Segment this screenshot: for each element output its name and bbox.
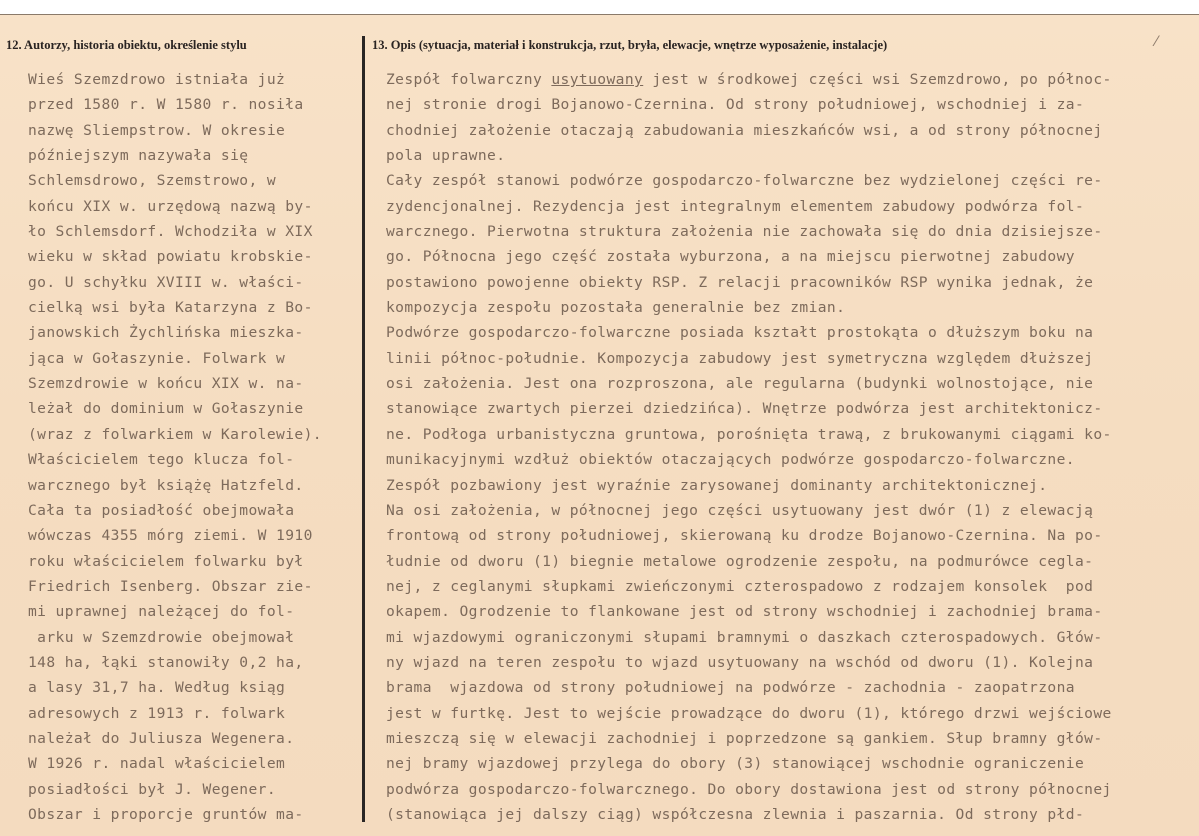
- text-line: ne. Podłoga urbanistyczna gruntowa, porośnięta trawą, z brukowanymi ciągami ko-: [386, 425, 1112, 443]
- text-line: ny wjazd na teren zespołu to wjazd usytuowany na wschód od dworu (1). Kolejna: [386, 653, 1094, 671]
- section-12-header: 12. Autorzy, historia obiektu, określenie stylu: [6, 38, 247, 52]
- text-line: późniejszym nazywała się: [28, 147, 249, 165]
- text-line: mi wjazdowymi ograniczonymi słupami bramnymi o daszkach czterospadowych. Głów-: [386, 628, 1103, 646]
- text-line: go. U schyłku XVIII w. właści-: [28, 273, 304, 291]
- description-text-column: [386, 67, 1186, 827]
- text-line: Schlemsdrowo, Szemstrowo, w: [28, 172, 277, 190]
- text-line: osi założenia. Jest ona rozproszona, ale regularna (budynki wolnostojące, nie: [386, 375, 1094, 393]
- text-line: nej, z ceglanymi słupkami zwieńczonymi czterospadowo z rodzajem konsolek pod: [386, 577, 1094, 595]
- text-line: Podwórze gospodarczo-folwarczne posiada kształt prostokąta o dłuższym boku na: [386, 324, 1094, 342]
- text-line: leżał do dominium w Gołaszynie: [28, 400, 304, 418]
- text-line: janowskich Żychlińska mieszka-: [28, 324, 304, 342]
- text-line: Wieś Szemzdrowo istniała już: [28, 71, 286, 88]
- text-line: cielką wsi była Katarzyna z Bo-: [28, 299, 313, 317]
- text-line: nej stronie drogi Bojanowo-Czernina. Od strony południowej, wschodniej i za-: [386, 96, 1085, 114]
- text-line: łudnie od dworu (1) biegnie metalowe ogrodzenie zespołu, na podmurówce cegla-: [386, 552, 1094, 570]
- text-line: Właścicielem tego klucza fol-: [28, 451, 295, 469]
- text-line: mi uprawnej należącej do fol-: [28, 603, 295, 621]
- text-line: kompozycja zespołu pozostała generalnie bez zmian.: [386, 299, 846, 317]
- text-line: roku właścicielem folwarku był: [28, 552, 304, 570]
- text-line: adresowych z 1913 r. folwark: [28, 704, 286, 722]
- section-13-header: 13. Opis (sytuacja, materiał i konstrukcja, rzut, bryła, elewacje, wnętrze wyposażenie, instalacje): [372, 38, 888, 52]
- text-line: należał do Juliusza Wegenera.: [28, 729, 295, 747]
- text-line: linii północ-południe. Kompozycja zabudowy jest symetryczna względem dłuższej: [386, 349, 1094, 367]
- text-line: frontową od strony południowej, skierowaną ku drodze Bojanowo-Czernina. Na po-: [386, 527, 1103, 545]
- text-line: nazwę Sliempstrow. W okresie: [28, 121, 286, 139]
- text-line: ło Schlemsdorf. Wchodziła w XIX: [28, 223, 313, 241]
- text-line: jąca w Gołaszynie. Folwark w: [28, 349, 286, 367]
- text-line: chodniej założenie otaczają zabudowania mieszkańców wsi, a od strony północnej: [386, 121, 1103, 139]
- text-line: wieku w skład powiatu krobskie-: [28, 248, 313, 266]
- page-top-margin: [0, 0, 1199, 14]
- text-line: (wraz z folwarkiem w Karolewie).: [28, 425, 322, 443]
- text-line: W 1926 r. nadal właścicielem: [28, 755, 286, 773]
- text-line: munikacyjnymi wzdłuż obiektów otaczających podwórze gospodarczo-folwarczne.: [386, 451, 1075, 469]
- text-line: warcznego. Pierwotna struktura założenia nie zachowała się do dnia dzisiejsze-: [386, 223, 1103, 241]
- text-line: a lasy 31,7 ha. Według ksiąg: [28, 679, 286, 697]
- text-line: wówczas 4355 mórg ziemi. W 1910: [28, 527, 313, 545]
- text-line: nej bramy wjazdowej przylega do obory (3) stanowiącej wschodnie ograniczenie: [386, 755, 1085, 773]
- text-line: Cała ta posiadłość obejmowała: [28, 501, 295, 519]
- text-line: Zespół folwarczny usytuowany jest w środkowej części wsi Szemzdrowo, po północ-: [386, 71, 1112, 88]
- column-divider: [362, 36, 365, 822]
- text-line: okapem. Ogrodzenie to flankowane jest od strony wschodniej i zachodniej brama-: [386, 603, 1103, 621]
- text-line: przed 1580 r. W 1580 r. nosiła: [28, 96, 304, 114]
- pencil-mark: ⁄: [1155, 34, 1158, 50]
- text-line: Obszar i proporcje gruntów ma-: [28, 805, 304, 823]
- text-line: brama wjazdowa od strony południowej na podwórze - zachodnia - zaopatrzona: [386, 679, 1075, 697]
- text-line: mieszczą się w elewacji zachodniej i poprzedzone są gankiem. Słup bramny głów-: [386, 729, 1103, 747]
- text-line: końcu XIX w. urzędową nazwą by-: [28, 197, 313, 215]
- text-line: Friedrich Isenberg. Obszar zie-: [28, 577, 313, 595]
- text-line: 148 ha, łąki stanowiły 0,2 ha,: [28, 653, 304, 671]
- text-line: Szemzdrowie w końcu XIX w. na-: [28, 375, 304, 393]
- text-line: Zespół pozbawiony jest wyraźnie zarysowanej dominanty architektonicznej.: [386, 476, 1048, 494]
- text-line: jest w furtkę. Jest to wejście prowadzące do dworu (1), którego drzwi wejściowe: [386, 704, 1112, 722]
- text-line: postawiono powojenne obiekty RSP. Z relacji pracowników RSP wynika jednak, że: [386, 273, 1094, 291]
- text-line: podwórza gospodarczo-folwarcznego. Do obory dostawiona jest od strony północnej: [386, 780, 1112, 798]
- text-line: warcznego był książę Hatzfeld.: [28, 476, 304, 494]
- text-line: stanowiące zwartych pierzei dziedzińca). Wnętrze podwórza jest architektonicz-: [386, 400, 1103, 418]
- text-line: zydencjonalnej. Rezydencja jest integralnym elementem zabudowy podwórza fol-: [386, 197, 1085, 215]
- text-line: Na osi założenia, w północnej jego części usytuowany jest dwór (1) z elewacją: [386, 501, 1094, 519]
- text-line: go. Północna jego część została wyburzona, a na miejscu pierwotnej zabudowy: [386, 248, 1075, 266]
- history-text-column: [28, 67, 358, 827]
- text-line: arku w Szemzdrowie obejmował: [28, 628, 295, 646]
- text-line: (stanowiąca jej dalszy ciąg) współczesna zlewnia i paszarnia. Od strony płd-: [386, 805, 1085, 823]
- text-line: posiadłości był J. Wegener.: [28, 780, 277, 798]
- text-line: pola uprawne.: [386, 147, 506, 165]
- text-line: Cały zespół stanowi podwórze gospodarczo-folwarczne bez wydzielonej części re-: [386, 172, 1103, 190]
- top-rule: [0, 14, 1199, 15]
- underlined-word: usytuowany: [551, 71, 644, 88]
